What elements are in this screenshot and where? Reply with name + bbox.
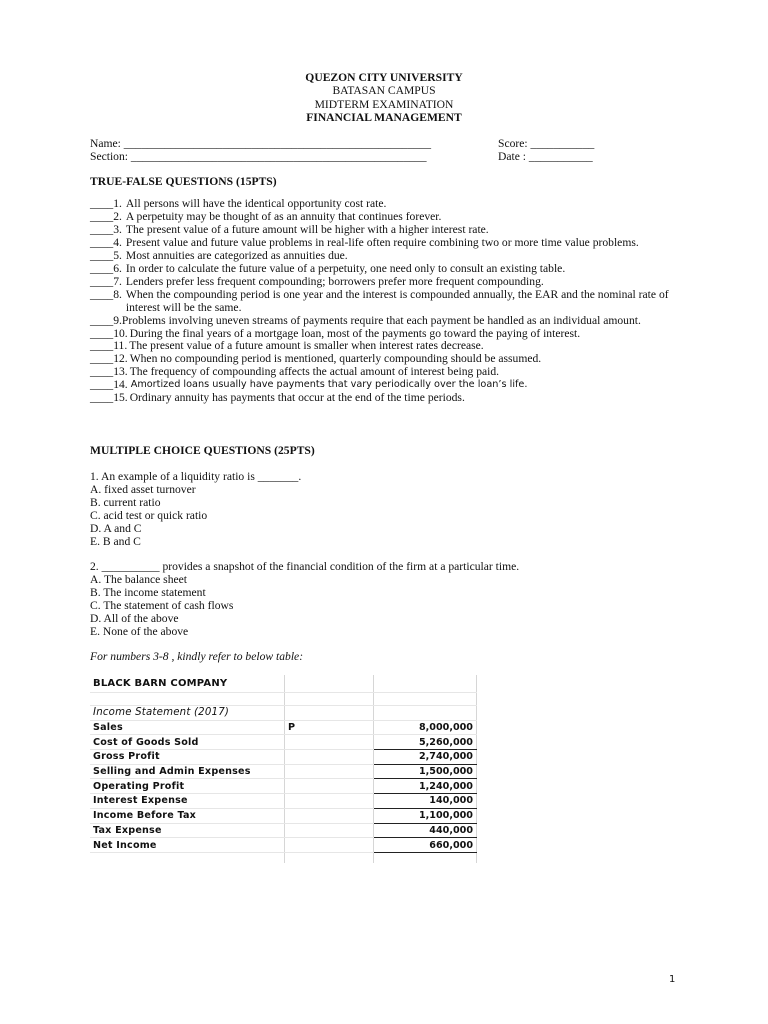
table-row	[90, 706, 477, 721]
answer-blank: ____3.	[90, 222, 122, 236]
university-name: QUEZON CITY UNIVERSITY	[305, 71, 463, 84]
question-text: Lenders prefer less frequent compounding; borrowers prefer more frequent compounding.	[125, 274, 544, 288]
page-number: 1	[669, 974, 676, 985]
mc-question-2	[90, 560, 690, 638]
row-label: Net Income	[90, 838, 285, 853]
table-row	[90, 675, 477, 693]
table-row	[90, 823, 477, 838]
option: E. B and C	[90, 535, 141, 548]
row-label: Income Before Tax	[90, 808, 285, 823]
answer-blank: ____5.	[90, 248, 122, 262]
tf-item	[90, 289, 690, 315]
campus-name: BATASAN CAMPUS	[332, 84, 436, 98]
tf-item	[90, 250, 690, 263]
option: D. All of the above	[90, 612, 179, 625]
answer-blank: ____13.	[90, 365, 128, 379]
answer-blank: ____8.	[90, 287, 122, 301]
question-text: All persons will have the identical opportunity cost rate.	[125, 197, 387, 210]
row-label: Cost of Goods Sold	[90, 735, 285, 750]
exam-header	[0, 71, 768, 125]
answer-blank: ____6.	[90, 261, 122, 275]
row-label: Interest Expense	[90, 794, 285, 809]
multiple-choice-heading: MULTIPLE CHOICE QUESTIONS (25PTS)	[90, 444, 315, 457]
answer-blank: ____7.	[90, 274, 122, 288]
row-value: 2,740,000	[374, 750, 477, 765]
table-row	[90, 720, 477, 735]
company-name: BLACK BARN COMPANY	[90, 675, 285, 693]
option: C. acid test or quick ratio	[90, 509, 208, 522]
currency-symbol: P	[285, 720, 374, 735]
table-row	[90, 852, 477, 863]
option: E. None of the above	[90, 625, 189, 638]
table-row	[90, 693, 477, 706]
table-row	[90, 735, 477, 750]
answer-blank: ____4.	[90, 235, 122, 249]
table-row	[90, 779, 477, 794]
table-row	[90, 794, 477, 809]
question-text: Problems involving uneven streams of payments require that each payment be handled as an individual amount.	[121, 313, 641, 327]
answer-blank: ____14.	[90, 378, 128, 392]
subject-name: FINANCIAL MANAGEMENT	[306, 111, 462, 125]
table-row	[90, 838, 477, 853]
row-label: Selling and Admin Expenses	[90, 764, 285, 779]
question-text: In order to calculate the future value of a perpetuity, one need only to consult an existing table.	[125, 261, 566, 275]
row-label: Tax Expense	[90, 823, 285, 838]
tf-item	[90, 211, 690, 224]
question-text: Amortized loans usually have payments that vary periodically over the loan’s life.	[130, 379, 528, 391]
row-value: 1,100,000	[374, 808, 477, 823]
tf-item	[90, 198, 690, 211]
answer-blank: ____12.	[90, 352, 128, 366]
row-value: 440,000	[374, 823, 477, 838]
row-value: 1,500,000	[374, 764, 477, 779]
question-text: A perpetuity may be thought of as an annuity that continues forever.	[125, 209, 442, 223]
exam-type: MIDTERM EXAMINATION	[314, 97, 454, 111]
score-field: Score: ___________	[498, 137, 595, 150]
row-label: Sales	[90, 720, 285, 735]
option: A. fixed asset turnover	[90, 483, 196, 496]
option: C. The statement of cash flows	[90, 599, 234, 612]
question-text: The frequency of compounding affects the actual amount of interest being paid.	[129, 365, 500, 379]
true-false-list	[90, 198, 690, 405]
question-text: During the final years of a mortgage loan, most of the payments go toward the paying of interest.	[129, 326, 581, 340]
row-value: 5,260,000	[374, 735, 477, 750]
true-false-heading: TRUE-FALSE QUESTIONS (15PTS)	[90, 175, 277, 188]
tf-item	[90, 237, 690, 250]
question-stem: 2. __________ provides a snapshot of the financial condition of the firm at a particular time.	[90, 560, 520, 573]
tf-item	[90, 392, 690, 405]
answer-blank: ____11.	[90, 339, 128, 353]
tf-item	[90, 224, 690, 237]
student-info-fields	[90, 137, 690, 164]
income-statement-table	[90, 675, 477, 863]
tf-item	[90, 276, 690, 289]
question-text: Present value and future value problems in real-life often require combining two or more time value problems.	[125, 235, 639, 249]
table-instruction: For numbers 3-8 , kindly refer to below table:	[90, 650, 304, 663]
date-field: Date : ___________	[498, 150, 593, 164]
question-text: The present value of a future amount is smaller when interest rates decrease.	[129, 339, 484, 353]
table-row	[90, 808, 477, 823]
option: B. current ratio	[90, 496, 161, 509]
option: A. The balance sheet	[90, 573, 188, 586]
row-label: Operating Profit	[90, 779, 285, 794]
tf-item	[90, 263, 690, 276]
option: D. A and C	[90, 522, 142, 535]
table-row	[90, 750, 477, 765]
row-value: 140,000	[374, 794, 477, 809]
option: B. The income statement	[90, 586, 206, 599]
answer-blank: ____1.	[90, 197, 122, 210]
question-text: When no compounding period is mentioned, quarterly compounding should be assumed.	[129, 352, 542, 366]
mc-question-1	[90, 470, 690, 548]
tf-item	[90, 315, 690, 328]
row-value: 1,240,000	[374, 779, 477, 794]
name-field: Name: _____________________________________________________	[90, 137, 432, 150]
question-text: Most annuities are categorized as annuities due.	[125, 248, 348, 262]
answer-blank: ____10.	[90, 326, 128, 340]
section-field: Section: ___________________________________________________	[90, 150, 427, 164]
row-value: 8,000,000	[374, 720, 477, 735]
row-label: Gross Profit	[90, 750, 285, 765]
tf-item	[90, 366, 690, 379]
question-text: Ordinary annuity has payments that occur at the end of the time periods.	[129, 391, 465, 405]
answer-blank: ____15.	[90, 391, 128, 405]
table-row	[90, 764, 477, 779]
statement-title: Income Statement (2017)	[90, 706, 285, 721]
answer-blank: ____2.	[90, 209, 122, 223]
answer-blank: ____9.	[90, 313, 122, 327]
question-text: When the compounding period is one year and the interest is compounded annually, the EAR and the nominal rate of interest will be the same.	[125, 287, 669, 314]
question-stem: 1. An example of a liquidity ratio is _______.	[90, 470, 302, 483]
question-text: The present value of a future amount will be higher with a higher interest rate.	[125, 222, 489, 236]
row-value: 660,000	[374, 838, 477, 853]
